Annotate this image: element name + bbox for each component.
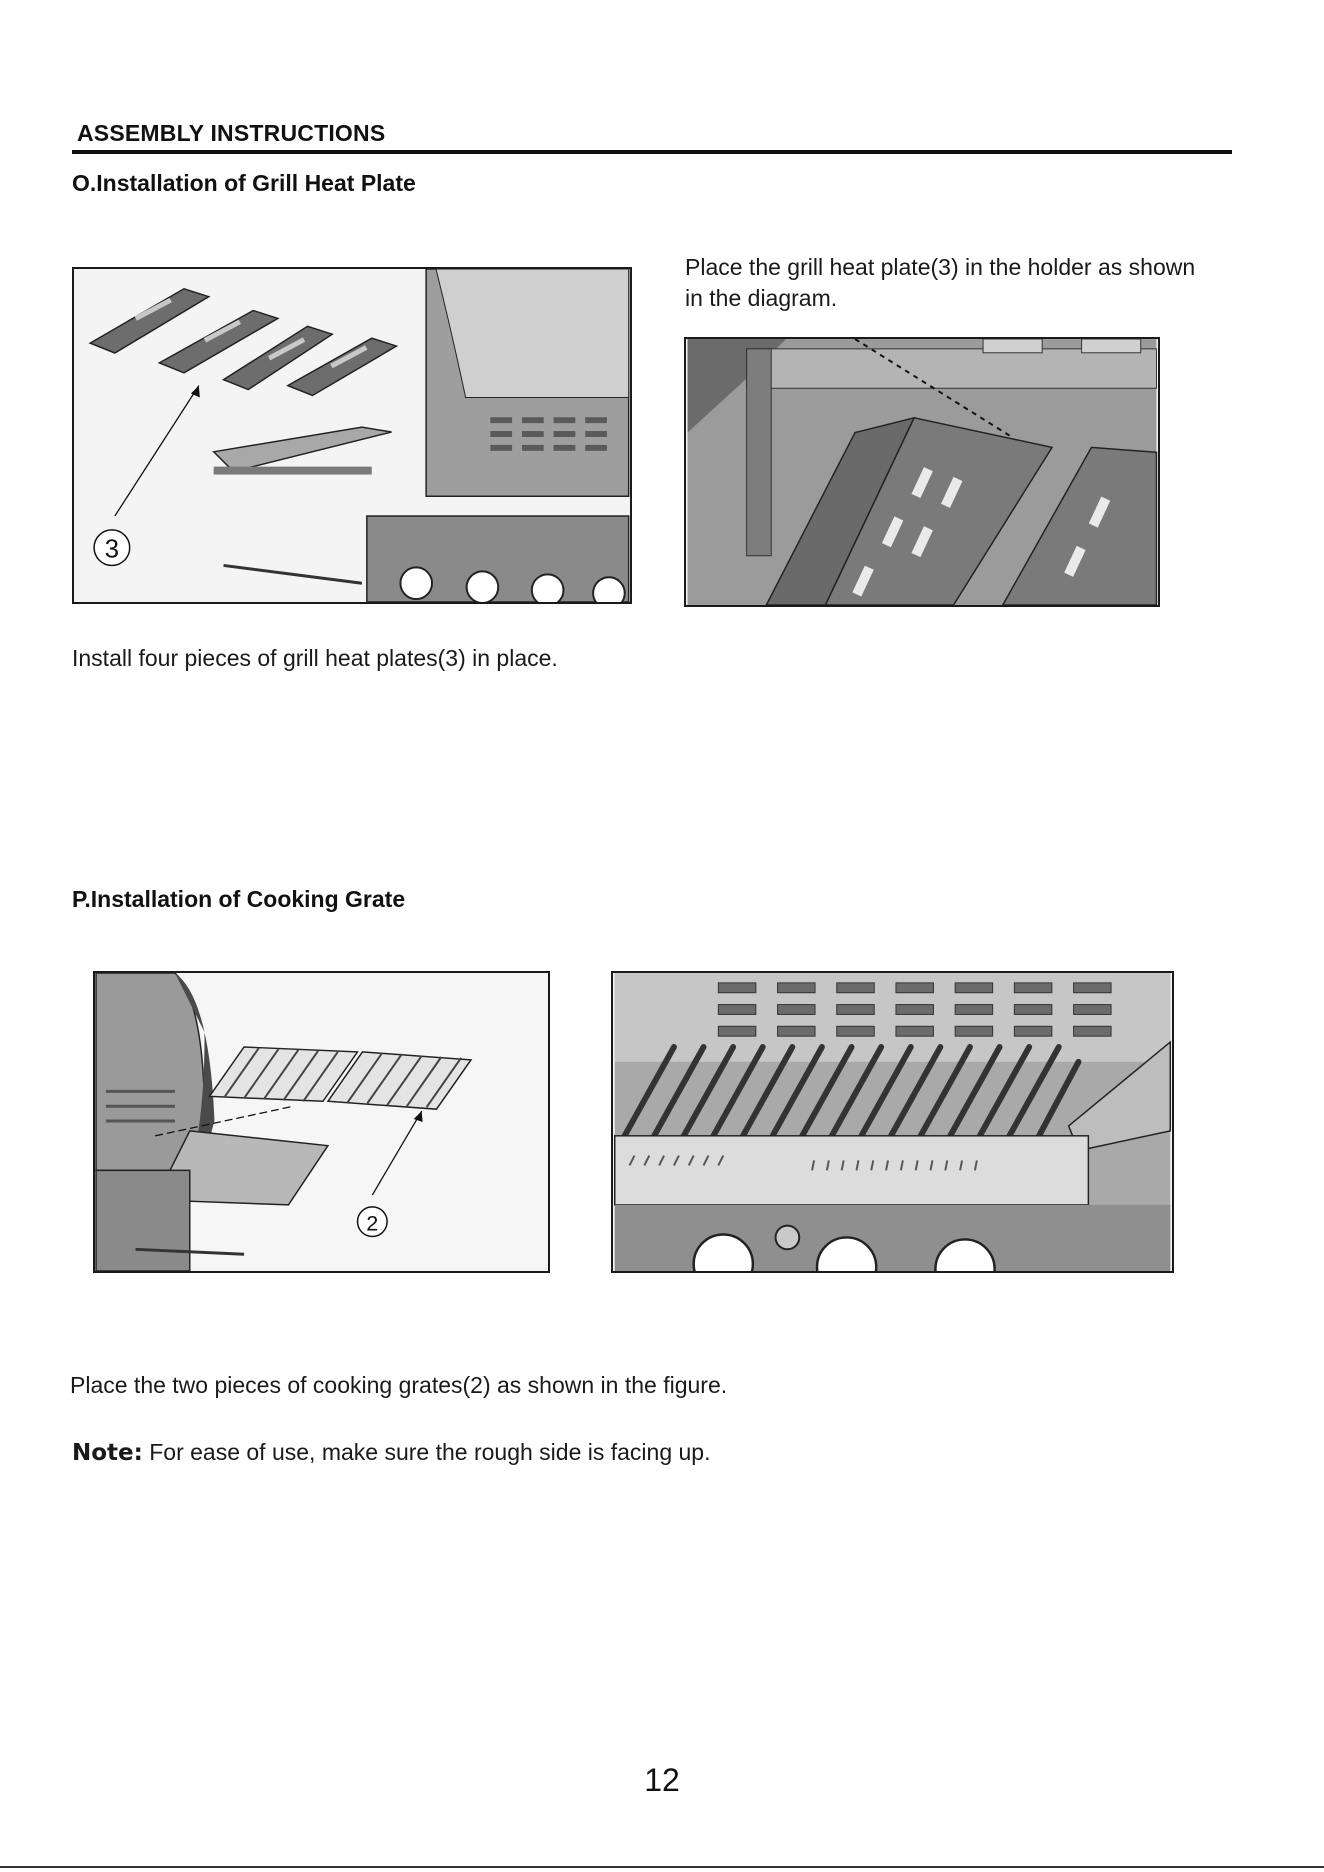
caption-heat-plate-holder: Place the grill heat plate(3) in the holder as shown in the diagram. <box>685 254 1196 311</box>
bottom-rule <box>0 1866 1324 1868</box>
installed-grate-illustration <box>613 973 1172 1271</box>
callout-2: 2 <box>366 1210 379 1236</box>
caption-place-cooking-grates: Place the two pieces of cooking grates(2) as shown in the figure. <box>70 1372 728 1398</box>
figure-cooking-grates-overview <box>93 971 550 1273</box>
page-number: 12 <box>644 1762 680 1798</box>
note-label: Note: <box>72 1440 143 1466</box>
section-p-title: P.Installation of Cooking Grate <box>72 886 406 912</box>
header-rule <box>72 150 1232 154</box>
figure-heat-plates-overview <box>72 267 632 604</box>
callout-3: 3 <box>104 535 120 564</box>
caption-install-four-plates: Install four pieces of grill heat plates(3) in place. <box>72 645 558 671</box>
cooking-grate-illustration <box>95 973 548 1271</box>
section-header: ASSEMBLY INSTRUCTIONS <box>77 120 386 146</box>
figure-cooking-grates-installed <box>611 971 1174 1273</box>
heat-plate-holder-illustration <box>686 339 1158 605</box>
note-text: For ease of use, make sure the rough side is facing up. <box>142 1439 711 1465</box>
section-o-title: O.Installation of Grill Heat Plate <box>72 170 416 196</box>
figure-heat-plate-holder <box>684 337 1160 607</box>
note <box>72 1437 711 1469</box>
grill-heat-plate-illustration <box>74 269 630 602</box>
